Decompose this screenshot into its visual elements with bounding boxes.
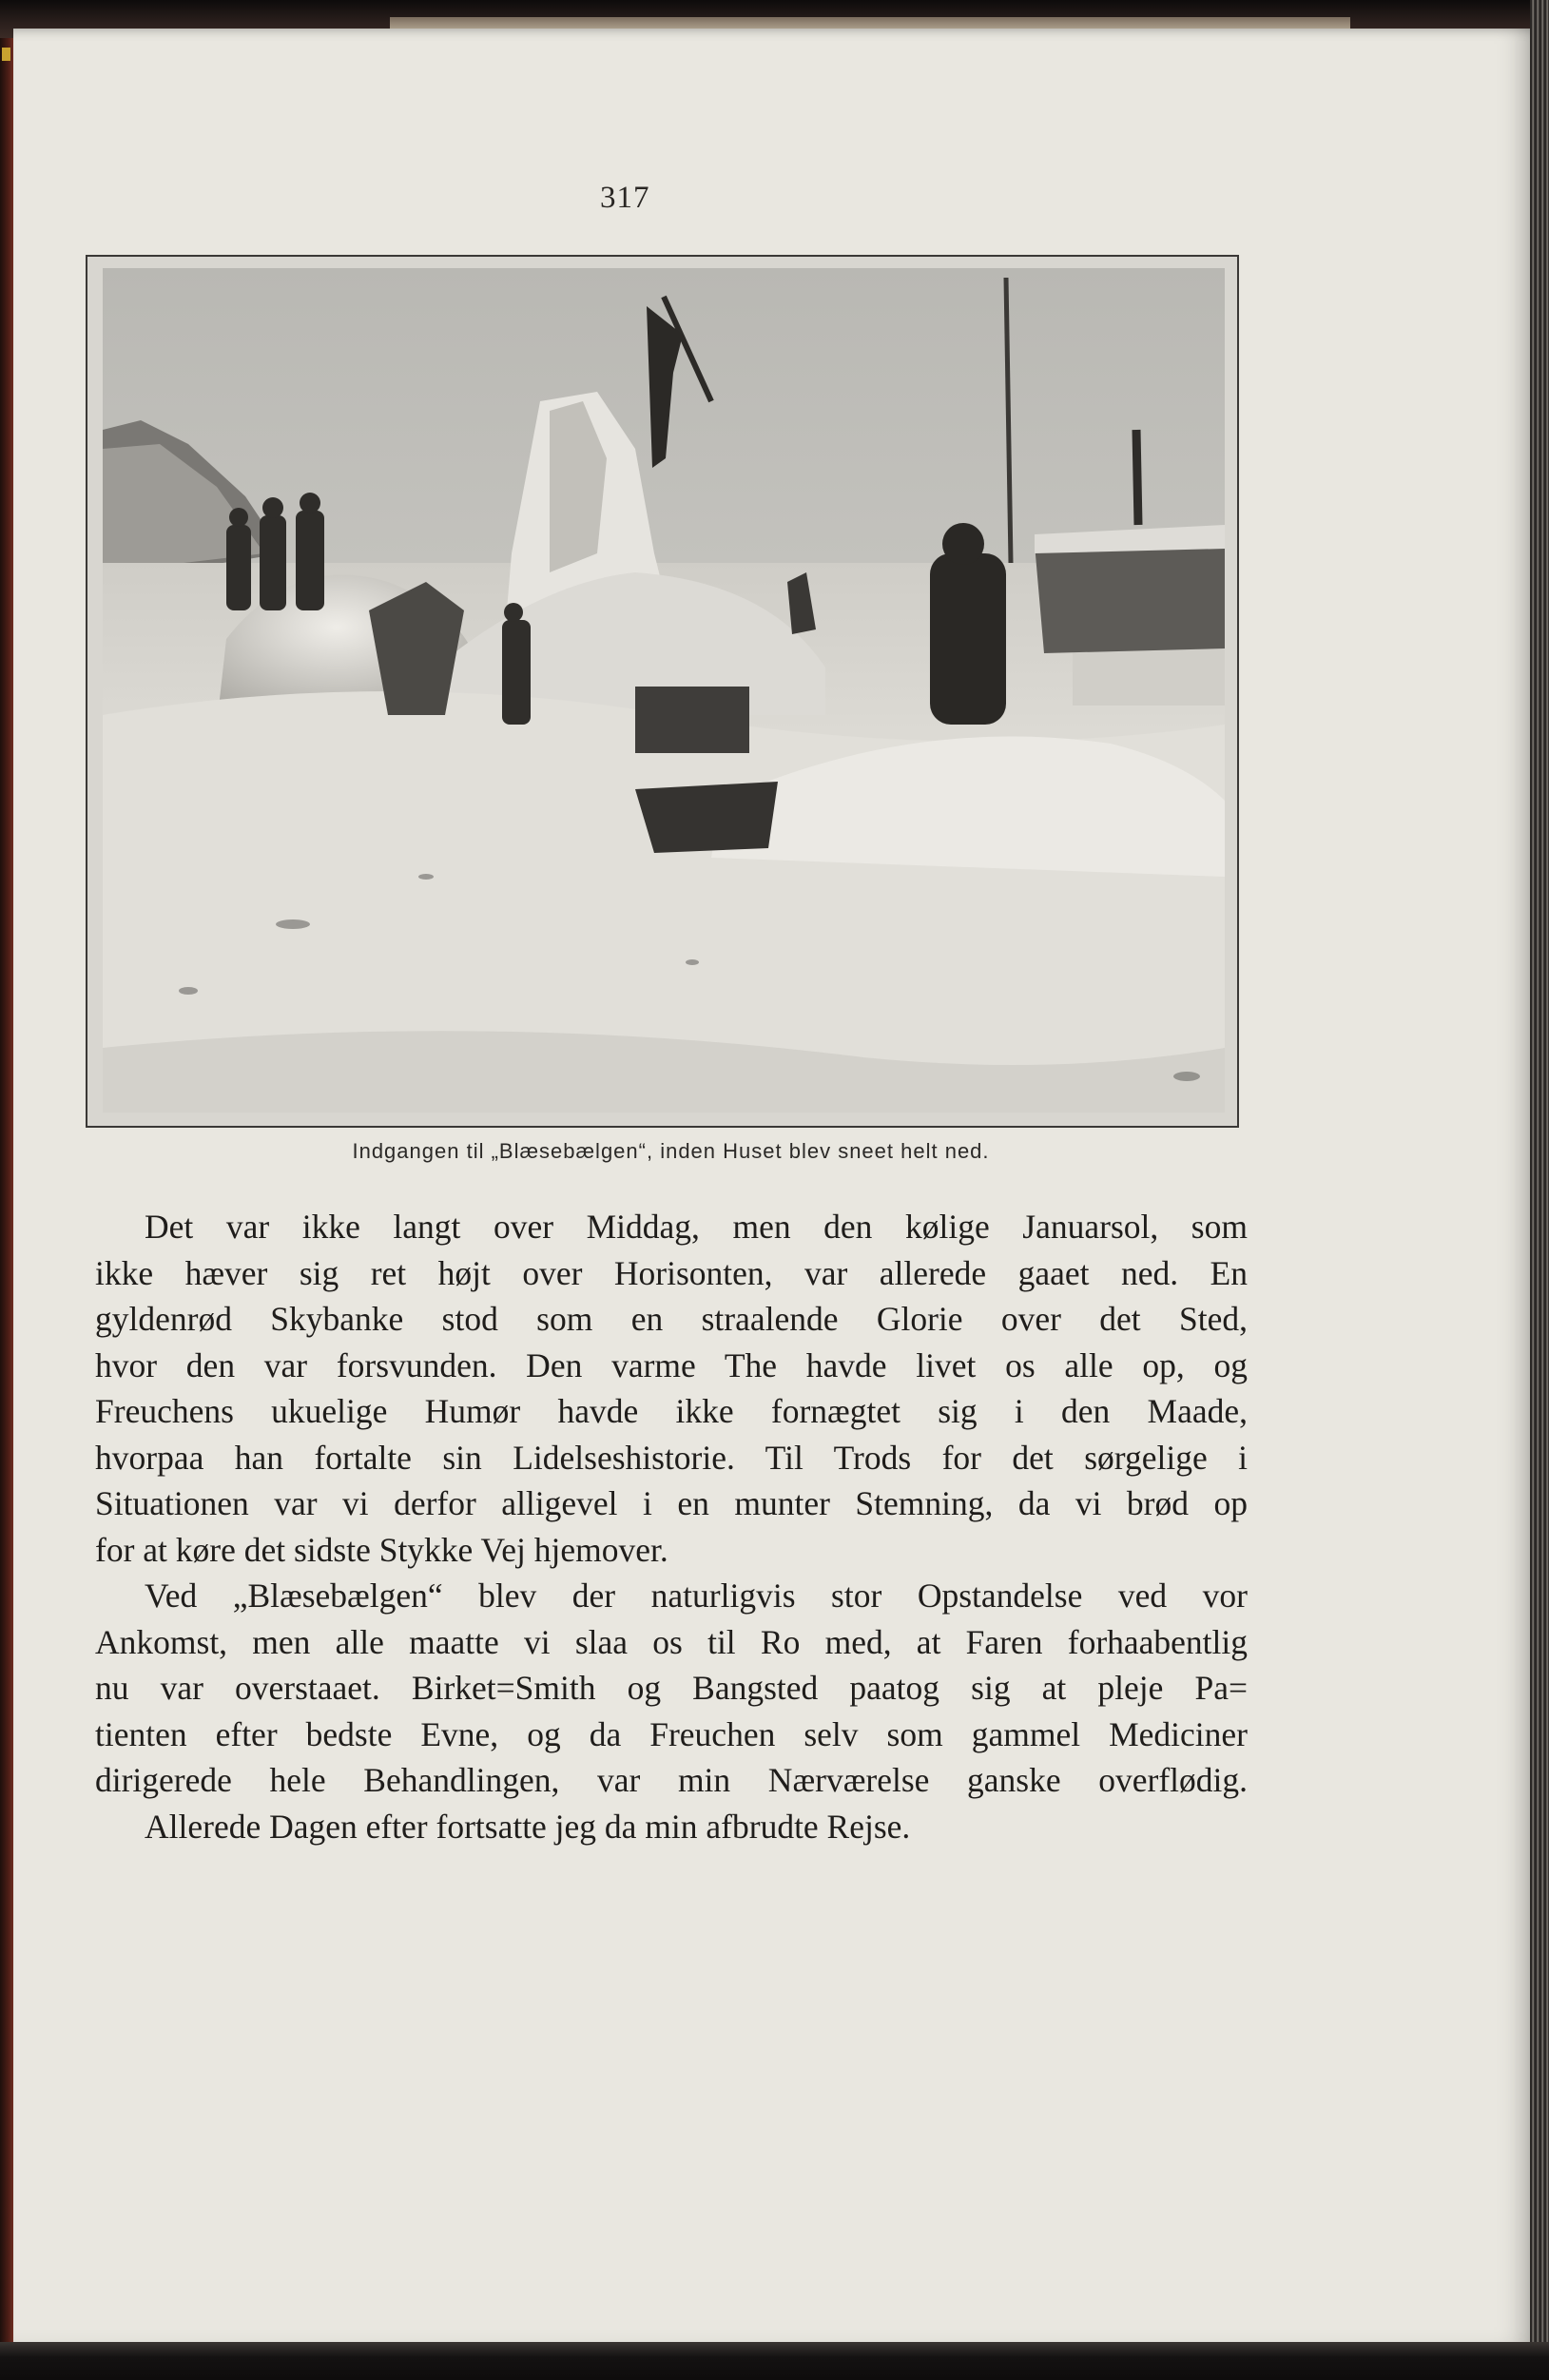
page-stack-edge [1530, 0, 1549, 2380]
book-bottom-edge [0, 2342, 1549, 2380]
paragraph-3 [95, 1804, 1248, 1850]
book-page [13, 29, 1530, 2342]
text-line: Ved „Blæsebælgen“ blev der naturligvis stor Opstandelse ved vor [145, 1577, 1248, 1615]
text-line: ikke hæver sig ret højt over Horisonten, var allerede gaaet ned. En [95, 1253, 1248, 1292]
photo-caption: Indgangen til „Blæsebælgen“, inden Huset blev sneet helt ned. [352, 1139, 990, 1163]
page-number: 317 [600, 181, 650, 215]
text-line: nu var overstaaet. Birket=Smith og Bangsted paatog sig at pleje Pa= [95, 1669, 1248, 1707]
spine-marker [2, 48, 10, 61]
text-line: for at køre det sidste Stykke Vej hjemover. [95, 1530, 668, 1569]
paragraph-2 [95, 1573, 1248, 1804]
text-line: hvorpaa han fortalte sin Lidelseshistorie. Til Trods for det sørgelige i [95, 1438, 1248, 1477]
photo-frame [86, 255, 1239, 1128]
text-line: Situationen var vi derfor alligevel i en munter Stemning, da vi brød op [95, 1484, 1248, 1522]
body-text [95, 1204, 1248, 1849]
text-line: Det var ikke langt over Middag, men den kølige Januarsol, som [145, 1208, 1248, 1246]
book-spine-edge [0, 0, 13, 2380]
text-line: tienten efter bedste Evne, og da Freuchen selv som gammel Mediciner [95, 1714, 1248, 1753]
photo-illustration [103, 268, 1225, 1113]
text-line: gyldenrød Skybanke stod som en straalende Glorie over det Sted, [95, 1300, 1248, 1338]
text-line: hvor den var forsvunden. Den varme The havde livet os alle op, og [95, 1345, 1248, 1384]
paragraph-1 [95, 1204, 1248, 1573]
text-line: dirigerede hele Behandlingen, var min Nærværelse ganske overflødig. [95, 1761, 1248, 1799]
text-line: Allerede Dagen efter fortsatte jeg da min afbrudte Rejse. [145, 1807, 911, 1846]
text-line: Freuchens ukuelige Humør havde ikke fornægtet sig i den Maade, [95, 1392, 1248, 1430]
text-line: Ankomst, men alle maatte vi slaa os til Ro med, at Faren forhaabentlig [95, 1622, 1248, 1661]
photograph-snow-camp [103, 268, 1225, 1113]
